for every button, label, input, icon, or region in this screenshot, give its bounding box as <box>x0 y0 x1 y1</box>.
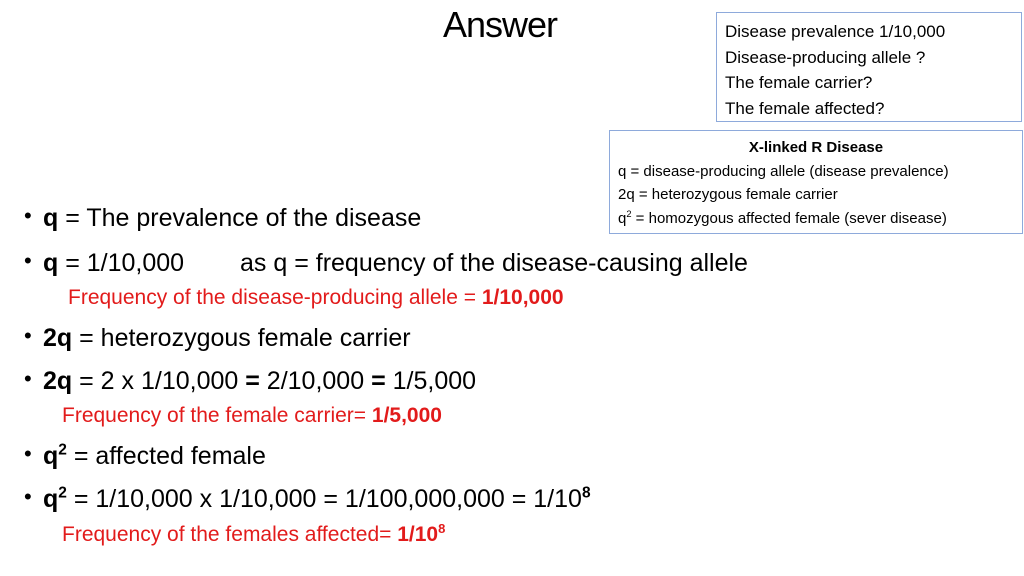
bullet-text: = heterozygous female carrier <box>72 324 411 352</box>
allele-frequency-line <box>68 283 564 313</box>
bullet-text: = affected female <box>66 442 266 470</box>
bullet-q-aside: as q = frequency of the disease-causing allele <box>240 249 748 277</box>
red-value: 1/10,000 <box>481 286 564 309</box>
bullet-dot: • <box>24 441 32 466</box>
given-line: The female affected? <box>725 98 885 118</box>
legend-q2-line <box>618 207 1014 231</box>
bullet-dot: • <box>24 323 32 348</box>
bullet-text: = 1/10,000 <box>58 249 185 277</box>
exponent: 2 <box>58 441 67 459</box>
given-line: Disease-producing allele ? <box>725 47 926 67</box>
red-text: Frequency of the female carrier= <box>62 404 372 427</box>
bullet-q-value <box>43 248 184 278</box>
exponent: 2 <box>58 484 67 502</box>
legend-q2-var: q <box>618 209 627 227</box>
bullet-dot: • <box>24 366 32 391</box>
red-text: Frequency of the disease-producing allele = <box>68 286 482 309</box>
red-text: Frequency of the females affected= <box>62 523 398 546</box>
var-q: q <box>43 442 59 470</box>
carrier-frequency-line <box>62 401 442 431</box>
red-value: 1/5,000 <box>371 404 442 427</box>
var-q: q <box>43 485 59 513</box>
var-2q: 2q <box>43 324 73 352</box>
calc-text: = 1/10,000 x 1/10,000 = 1/100,000,000 = 1/10 <box>66 485 582 513</box>
equals-sign: = <box>371 367 386 395</box>
legend-q2-exp: 2 <box>626 208 632 219</box>
equals-sign: = <box>245 367 260 395</box>
legend-q2-text: = homozygous affected female (sever disease) <box>631 209 947 227</box>
var-2q: 2q <box>43 367 73 395</box>
bullet-affected-calc <box>43 484 591 514</box>
exponent: 8 <box>581 484 591 502</box>
given-line: Disease prevalence 1/10,000 <box>725 22 946 41</box>
bullet-prevalence <box>43 203 421 233</box>
given-info-box <box>716 12 1022 122</box>
affected-frequency-line <box>62 520 445 550</box>
red-value: 1/10 <box>397 523 439 546</box>
calc-part: 1/5,000 <box>385 367 477 395</box>
legend-q-line: q = disease-producing allele (disease prevalence) <box>618 162 949 180</box>
bullet-affected-def <box>43 441 266 471</box>
legend-box <box>609 130 1023 234</box>
bullet-dot: • <box>24 484 32 509</box>
given-line: The female carrier? <box>725 73 873 92</box>
calc-part: = 2 x 1/10,000 <box>72 367 246 395</box>
bullet-dot: • <box>24 248 32 273</box>
exponent: 8 <box>438 521 446 536</box>
bullet-text: = The prevalence of the disease <box>58 204 422 232</box>
slide-title: Answer <box>443 4 558 45</box>
bullet-carrier-calc <box>43 366 476 396</box>
var-q: q <box>43 204 59 232</box>
legend-heading: X-linked R Disease <box>748 139 884 156</box>
calc-part: 2/10,000 <box>259 367 372 395</box>
var-q: q <box>43 249 59 277</box>
bullet-dot: • <box>24 203 32 228</box>
legend-2q-line: 2q = heterozygous female carrier <box>618 186 838 203</box>
bullet-carrier-def <box>43 323 411 353</box>
